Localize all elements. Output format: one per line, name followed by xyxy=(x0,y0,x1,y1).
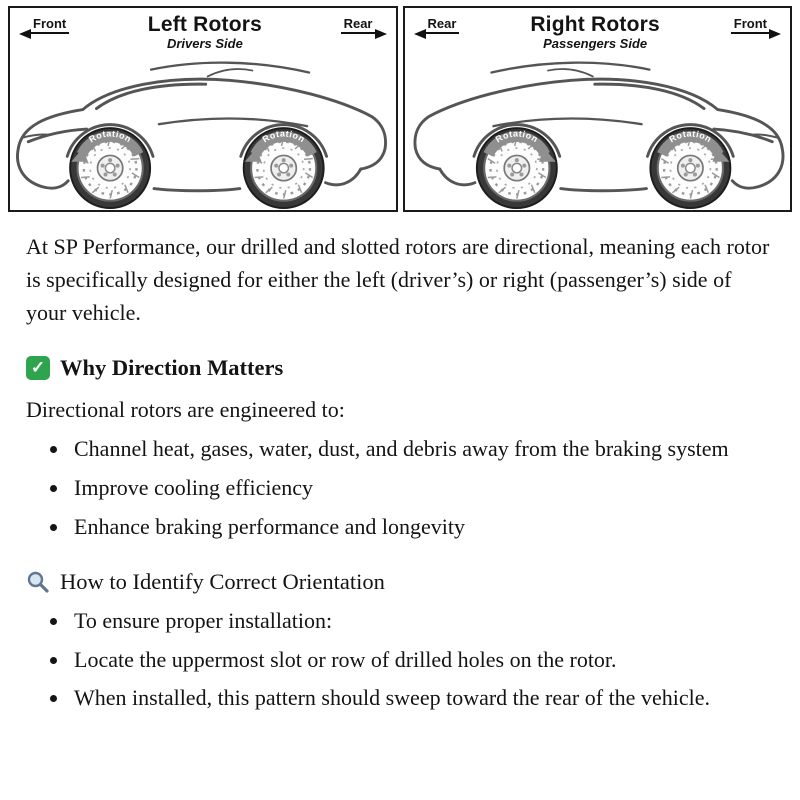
section1-bullet-list xyxy=(26,433,774,543)
section1-lead: Directional rotors are engineered to: xyxy=(26,397,345,422)
section-title: How to Identify Correct Orientation xyxy=(60,568,385,594)
article-body xyxy=(0,230,800,714)
list-item: • When installed, this pattern should sweep toward the rear of the vehicle. xyxy=(70,682,774,714)
check-icon xyxy=(26,356,50,380)
arrow-right-icon xyxy=(375,29,387,39)
section2-bullet-list xyxy=(26,605,774,715)
right-rotors-panel xyxy=(403,6,793,212)
corner-label-front: Front xyxy=(33,16,67,31)
section-title: Why Direction Matters xyxy=(60,355,284,380)
corner-label-front: Front xyxy=(733,16,767,31)
left-rotors-panel xyxy=(8,6,398,212)
list-item: • Locate the uppermost slot or row of drilled holes on the rotor. xyxy=(70,644,774,676)
arrow-left-icon xyxy=(414,29,426,39)
list-item: • To ensure proper installation: xyxy=(70,605,774,637)
front-direction-arrow xyxy=(30,16,69,34)
corner-label-rear: Rear xyxy=(343,16,373,31)
front-direction-arrow xyxy=(731,16,770,34)
magnifier-icon xyxy=(26,570,50,594)
intro-paragraph: At SP Performance, our drilled and slotted rotors are directional, meaning each rotor is specifically designed for either the left (driver’s) or right (passenger’s) side of your vehicle. xyxy=(26,234,770,325)
right-panel-titles xyxy=(530,14,660,51)
arrow-left-icon xyxy=(19,29,31,39)
section-heading-identify-orientation xyxy=(26,569,774,595)
panel-subtitle: Passengers Side xyxy=(543,35,648,51)
panel-subtitle: Drivers Side xyxy=(166,35,243,51)
car-illustration-left xyxy=(10,54,396,210)
rear-direction-arrow xyxy=(341,16,376,34)
right-panel-header xyxy=(405,8,791,54)
list-item: • Enhance braking performance and longevity xyxy=(70,511,774,543)
left-panel-titles xyxy=(148,14,262,51)
section-heading-why-direction-matters xyxy=(26,355,774,381)
list-item: • Channel heat, gases, water, dust, and debris away from the braking system xyxy=(70,433,774,465)
rotor-direction-diagram xyxy=(0,0,800,212)
left-panel-header xyxy=(10,8,396,54)
list-item: • Improve cooling efficiency xyxy=(70,472,774,504)
panel-title: Right Rotors xyxy=(530,13,660,36)
rear-direction-arrow xyxy=(425,16,460,34)
panel-title: Left Rotors xyxy=(147,13,262,36)
arrow-right-icon xyxy=(769,29,781,39)
corner-label-rear: Rear xyxy=(427,16,457,31)
car-illustration-right xyxy=(405,54,791,210)
